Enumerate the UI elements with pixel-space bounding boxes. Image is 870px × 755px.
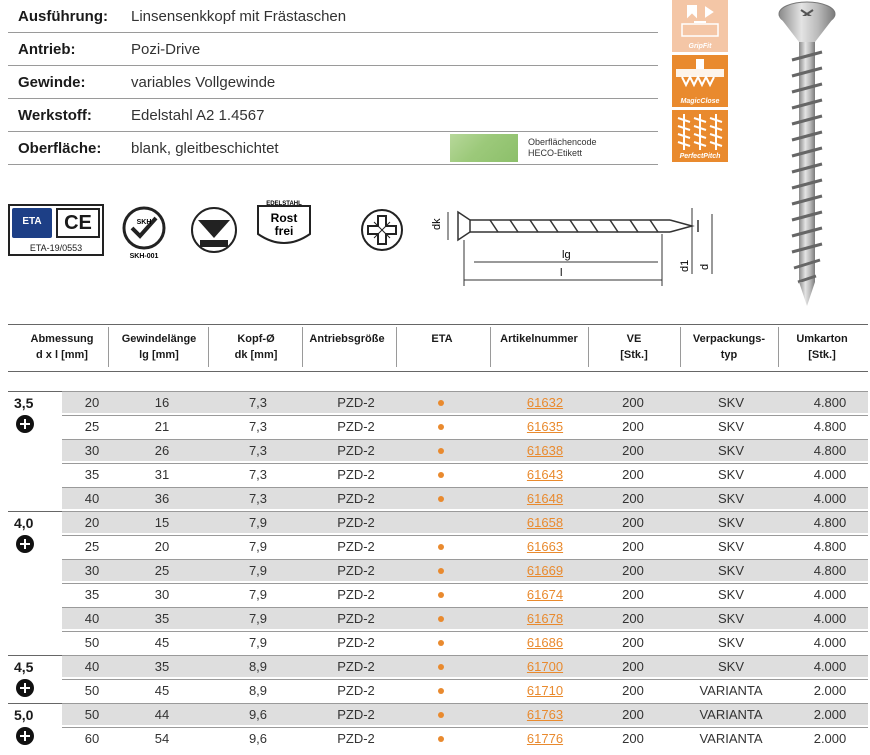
spec-label: Oberfläche:: [18, 140, 102, 157]
col-header-line: ETA: [431, 333, 453, 345]
col-divider: [588, 327, 589, 367]
screw-drawing: [430, 194, 730, 294]
cell-dk: 9,6: [248, 731, 268, 746]
magicclose-tile: [672, 55, 728, 107]
row-divider: [62, 703, 868, 704]
cell-pack: SKV: [717, 587, 744, 602]
col-divider: [680, 327, 681, 367]
col-header-ve: [592, 331, 676, 363]
eta-ce-logo: [8, 204, 104, 256]
table-row: [62, 439, 868, 462]
cell-box: 4.800: [813, 395, 847, 410]
cell-l: 30: [84, 443, 100, 458]
cell-drive: PZD-2: [337, 539, 375, 554]
col-header-line: Kopf-Ø: [237, 333, 275, 345]
group-divider: [8, 511, 62, 512]
pozidrive-icon: [16, 535, 34, 553]
eta-dot-icon: [438, 616, 444, 622]
article-number-link[interactable]: 61678: [526, 611, 564, 626]
cell-dk: 7,3: [248, 395, 268, 410]
table-row: [62, 511, 868, 534]
eta-dot-icon: [438, 640, 444, 646]
cell-box: 4.800: [813, 515, 847, 530]
cell-pack: SKV: [717, 491, 744, 506]
eta-mark-text: ETA: [22, 216, 42, 227]
article-number-link[interactable]: 61635: [526, 419, 564, 434]
row-divider: [62, 511, 868, 512]
cell-pack: SKV: [717, 539, 744, 554]
cell-box: 4.800: [813, 419, 847, 434]
cell-lg: 44: [154, 707, 170, 722]
cell-pack: SKV: [717, 467, 744, 482]
row-divider: [62, 487, 868, 488]
col-header-line: Gewindelänge: [121, 333, 197, 345]
col-header-line: [Stk.]: [620, 349, 648, 361]
cell-dk: 8,9: [248, 683, 268, 698]
label-l: l: [560, 267, 563, 279]
cell-lg: 45: [154, 635, 170, 650]
article-number-link[interactable]: 61710: [526, 683, 564, 698]
cell-ve: 200: [622, 587, 644, 602]
table-row: [62, 727, 868, 750]
cell-lg: 20: [154, 539, 170, 554]
mpa-logo: [188, 204, 242, 258]
cell-l: 25: [84, 419, 100, 434]
cell-pack: VARIANTA: [699, 731, 763, 746]
cell-box: 4.000: [813, 635, 847, 650]
col-header-line: d x l [mm]: [36, 349, 88, 361]
cell-ve: 200: [622, 635, 644, 650]
col-header-line: Umkarton: [796, 333, 848, 345]
cell-l: 35: [84, 467, 100, 482]
cell-box: 2.000: [813, 731, 847, 746]
row-divider: [62, 559, 868, 560]
cell-dk: 8,9: [248, 659, 268, 674]
spec-row-werkstoff: [8, 99, 658, 132]
pozidrive-icon: [358, 206, 406, 254]
article-number-link[interactable]: 61658: [526, 515, 564, 530]
cell-drive: PZD-2: [337, 443, 375, 458]
eta-dot-icon: [438, 400, 444, 406]
cell-drive: PZD-2: [337, 467, 375, 482]
cell-lg: 26: [154, 443, 170, 458]
article-number-link[interactable]: 61686: [526, 635, 564, 650]
diameter-group: [14, 659, 34, 697]
cell-drive: PZD-2: [337, 731, 375, 746]
table-row: [62, 679, 868, 702]
cell-l: 35: [84, 587, 100, 602]
surface-caption-line: Oberflächencode: [528, 137, 597, 147]
cell-drive: PZD-2: [337, 659, 375, 674]
article-number-link[interactable]: 61674: [526, 587, 564, 602]
cell-lg: 30: [154, 587, 170, 602]
col-header-verpackung: [684, 331, 774, 363]
diameter-label: 4,0: [14, 515, 34, 531]
cell-l: 60: [84, 731, 100, 746]
group-divider: [8, 391, 62, 392]
eta-dot-icon: [438, 688, 444, 694]
cell-drive: PZD-2: [337, 419, 375, 434]
diameter-label: 3,5: [14, 395, 34, 411]
row-divider: [62, 439, 868, 440]
col-header-line: VE: [626, 333, 642, 345]
cell-box: 4.800: [813, 563, 847, 578]
cell-lg: 25: [154, 563, 170, 578]
cell-ve: 200: [622, 611, 644, 626]
cell-lg: 31: [154, 467, 170, 482]
diameter-group: [14, 707, 34, 745]
cell-pack: SKV: [717, 419, 744, 434]
spec-row-oberflaeche: [8, 132, 658, 165]
table-row: [62, 391, 868, 414]
skh-logo: [118, 204, 174, 260]
col-header-kopf: [214, 331, 298, 363]
cell-dk: 7,9: [248, 587, 268, 602]
gripfit-label: GripFit: [688, 43, 712, 50]
spec-row-ausfuehrung: [8, 0, 658, 33]
spec-label: Ausführung:: [18, 8, 108, 25]
cell-l: 40: [84, 611, 100, 626]
cell-drive: PZD-2: [337, 587, 375, 602]
cell-ve: 200: [622, 491, 644, 506]
rostfrei-line1: Rost: [270, 211, 298, 225]
col-header-eta: [400, 331, 484, 347]
article-number-link[interactable]: 61648: [526, 491, 564, 506]
table-row: [62, 415, 868, 438]
row-divider: [62, 583, 868, 584]
cell-pack: SKV: [717, 611, 744, 626]
cell-box: 4.000: [813, 659, 847, 674]
cell-lg: 36: [154, 491, 170, 506]
cell-dk: 7,3: [248, 443, 268, 458]
cell-box: 4.000: [813, 491, 847, 506]
gripfit-tile: [672, 0, 728, 52]
cell-box: 2.000: [813, 683, 847, 698]
col-header-line: dk [mm]: [234, 349, 278, 361]
magicclose-label: MagicClose: [680, 98, 720, 105]
article-number-link[interactable]: 61669: [526, 563, 564, 578]
col-header-line: Abmessung: [30, 333, 94, 345]
table-row: [62, 583, 868, 606]
cell-drive: PZD-2: [337, 395, 375, 410]
surface-code-caption: [528, 137, 597, 159]
cell-pack: SKV: [717, 443, 744, 458]
col-header-line: Verpackungs-: [692, 333, 766, 345]
cell-dk: 7,9: [248, 539, 268, 554]
col-header-line: typ: [720, 349, 738, 361]
cell-lg: 35: [154, 611, 170, 626]
row-divider: [62, 607, 868, 608]
cell-ve: 200: [622, 395, 644, 410]
pozidrive-icon: [16, 415, 34, 433]
screw-image: [772, 0, 842, 310]
article-number-link[interactable]: 61632: [526, 395, 564, 410]
col-divider: [208, 327, 209, 367]
diameter-label: 5,0: [14, 707, 34, 723]
cell-drive: PZD-2: [337, 707, 375, 722]
table-row: [62, 463, 868, 486]
cell-box: 4.000: [813, 467, 847, 482]
group-divider: [8, 655, 62, 656]
perfectpitch-label: PerfectPitch: [679, 153, 721, 160]
eta-dot-icon: [438, 592, 444, 598]
cell-dk: 7,9: [248, 515, 268, 530]
spec-value: Pozi-Drive: [131, 41, 201, 58]
eta-dot-icon: [438, 424, 444, 430]
perfectpitch-tile: [672, 110, 728, 162]
col-divider: [396, 327, 397, 367]
cell-ve: 200: [622, 731, 644, 746]
eta-number: ETA-19/0553: [29, 243, 83, 253]
diameter-group: [14, 395, 34, 433]
cell-l: 50: [84, 635, 100, 650]
article-number-link[interactable]: 61700: [526, 659, 564, 674]
col-header-line: Antriebsgröße: [309, 333, 385, 345]
cell-pack: SKV: [717, 563, 744, 578]
rostfrei-line2: frei: [274, 224, 294, 238]
label-lg: lg: [562, 249, 571, 261]
cell-lg: 21: [154, 419, 170, 434]
cell-drive: PZD-2: [337, 563, 375, 578]
article-number-link[interactable]: 61643: [526, 467, 564, 482]
cell-lg: 45: [154, 683, 170, 698]
rostfrei-top: EDELSTAHL: [266, 201, 302, 207]
cell-pack: SKV: [717, 515, 744, 530]
spec-value: Edelstahl A2 1.4567: [131, 107, 265, 124]
spec-value: Linsensenkkopf mit Frästaschen: [131, 8, 347, 25]
cell-box: 4.800: [813, 443, 847, 458]
cell-lg: 15: [154, 515, 170, 530]
col-header-artikel: [494, 331, 584, 347]
surface-code-swatch: [450, 134, 518, 162]
spec-block: [8, 0, 658, 165]
spec-label: Antrieb:: [18, 41, 76, 58]
eta-dot-icon: [438, 568, 444, 574]
row-divider: [62, 631, 868, 632]
table-row: [62, 655, 868, 678]
cell-ve: 200: [622, 515, 644, 530]
cell-drive: PZD-2: [337, 683, 375, 698]
cell-box: 2.000: [813, 707, 847, 722]
cell-dk: 9,6: [248, 707, 268, 722]
cell-dk: 7,3: [248, 467, 268, 482]
col-header-line: Artikelnummer: [500, 333, 578, 345]
spec-label: Gewinde:: [18, 74, 86, 91]
eta-dot-icon: [438, 448, 444, 454]
col-divider: [778, 327, 779, 367]
cell-ve: 200: [622, 707, 644, 722]
cell-ve: 200: [622, 659, 644, 674]
article-number-link[interactable]: 61763: [526, 707, 564, 722]
table-row: [62, 559, 868, 582]
group-divider: [8, 703, 62, 704]
eta-dot-icon: [438, 544, 444, 550]
row-divider: [62, 415, 868, 416]
label-d: d: [699, 263, 711, 270]
cell-box: 4.800: [813, 539, 847, 554]
pozidrive-icon: [16, 727, 34, 745]
cell-l: 20: [84, 395, 100, 410]
spec-row-antrieb: [8, 33, 658, 66]
surface-caption-line: HECO-Etikett: [528, 148, 583, 158]
col-header-line: lg [mm]: [139, 349, 179, 361]
cell-drive: PZD-2: [337, 491, 375, 506]
table-row: [62, 487, 868, 510]
cell-ve: 200: [622, 563, 644, 578]
col-header-antrieb: [306, 331, 388, 347]
table-row: [62, 631, 868, 654]
row-divider: [62, 535, 868, 536]
skh-text: SKH: [136, 219, 152, 226]
cell-l: 25: [84, 539, 100, 554]
col-divider: [108, 327, 109, 367]
skh-number: SKH-001: [129, 253, 159, 260]
cell-ve: 200: [622, 683, 644, 698]
cell-pack: SKV: [717, 635, 744, 650]
rostfrei-logo: [254, 200, 314, 252]
cell-pack: VARIANTA: [699, 683, 763, 698]
cell-ve: 200: [622, 419, 644, 434]
eta-dot-icon: [438, 712, 444, 718]
col-header-line: [Stk.]: [808, 349, 836, 361]
row-divider: [62, 655, 868, 656]
cell-dk: 7,3: [248, 491, 268, 506]
table-header: [8, 324, 868, 372]
eta-dot-icon: [438, 664, 444, 670]
eta-dot-icon: [438, 736, 444, 742]
cell-drive: PZD-2: [337, 611, 375, 626]
cell-l: 30: [84, 563, 100, 578]
cell-lg: 54: [154, 731, 170, 746]
cell-pack: SKV: [717, 659, 744, 674]
cell-pack: SKV: [717, 395, 744, 410]
spec-value: variables Vollgewinde: [131, 74, 276, 91]
diameter-label: 4,5: [14, 659, 34, 675]
cell-ve: 200: [622, 467, 644, 482]
col-divider: [302, 327, 303, 367]
pozidrive-icon: [16, 679, 34, 697]
row-divider: [62, 727, 868, 728]
diameter-group: [14, 515, 34, 553]
cell-box: 4.000: [813, 611, 847, 626]
cell-ve: 200: [622, 539, 644, 554]
cell-l: 40: [84, 659, 100, 674]
cell-dk: 7,3: [248, 419, 268, 434]
cell-dk: 7,9: [248, 611, 268, 626]
cell-l: 50: [84, 683, 100, 698]
table-row: [62, 703, 868, 726]
label-d1: d1: [679, 259, 691, 272]
cell-dk: 7,9: [248, 563, 268, 578]
row-divider: [62, 463, 868, 464]
row-divider: [62, 679, 868, 680]
cell-box: 4.000: [813, 587, 847, 602]
ce-mark-icon: CE: [56, 208, 100, 238]
feature-tiles: [672, 0, 728, 165]
spec-row-gewinde: [8, 66, 658, 99]
table-row: [62, 535, 868, 558]
cell-pack: VARIANTA: [699, 707, 763, 722]
cell-ve: 200: [622, 443, 644, 458]
article-number-link[interactable]: 61638: [526, 443, 564, 458]
col-header-abmessung: [22, 331, 102, 363]
col-header-gewindelaenge: [114, 331, 204, 363]
article-number-link[interactable]: 61663: [526, 539, 564, 554]
table-row: [62, 607, 868, 630]
cell-drive: PZD-2: [337, 635, 375, 650]
cell-l: 20: [84, 515, 100, 530]
eta-dot-icon: [438, 496, 444, 502]
cell-l: 50: [84, 707, 100, 722]
cell-lg: 16: [154, 395, 170, 410]
col-divider: [490, 327, 491, 367]
eta-mark-icon: [12, 208, 52, 238]
eta-dot-icon: [438, 472, 444, 478]
spec-value: blank, gleitbeschichtet: [131, 140, 279, 157]
cell-l: 40: [84, 491, 100, 506]
label-dk: dk: [431, 218, 443, 230]
article-number-link[interactable]: 61776: [526, 731, 564, 746]
row-divider: [62, 391, 868, 392]
cell-lg: 35: [154, 659, 170, 674]
spec-label: Werkstoff:: [18, 107, 92, 124]
cell-dk: 7,9: [248, 635, 268, 650]
col-header-umkarton: [782, 331, 862, 363]
cell-drive: PZD-2: [337, 515, 375, 530]
